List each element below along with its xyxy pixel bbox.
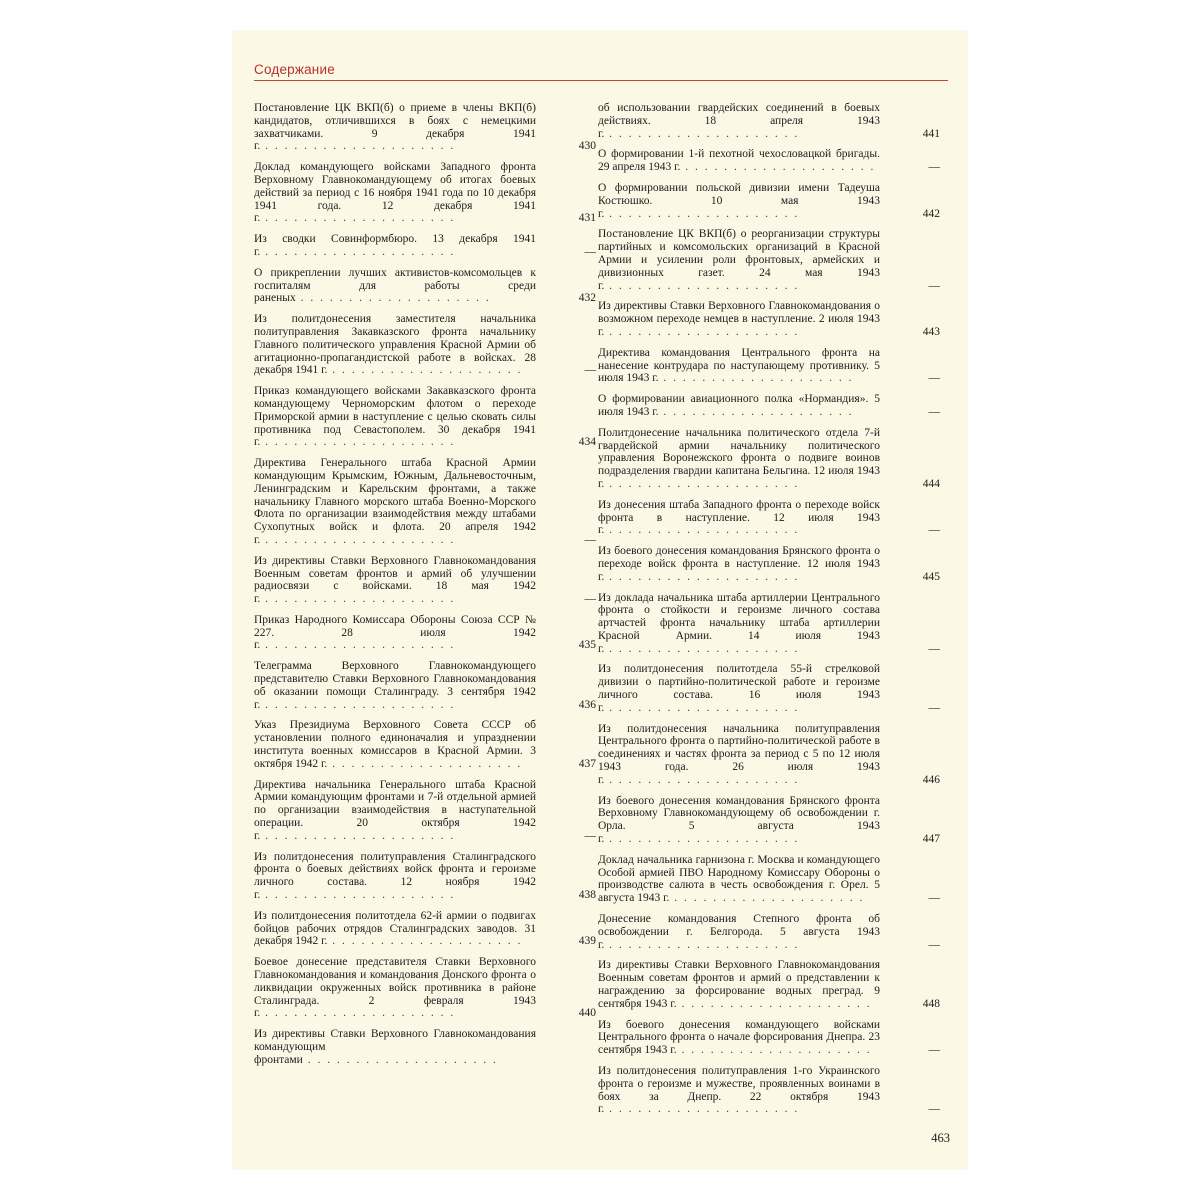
toc-entry-page: —	[584, 593, 596, 606]
toc-entry[interactable]	[598, 1065, 940, 1116]
toc-entry-page: —	[928, 279, 940, 292]
toc-entry-page: 443	[922, 325, 940, 338]
toc-entry-page: 447	[922, 833, 940, 846]
page-header-title: Содержание	[254, 62, 335, 77]
toc-entry-title: О формировании польской дивизии имени Тадеуша Костюшко. 10 мая 1943 г. . . .	[598, 182, 880, 220]
toc-entry[interactable]	[598, 499, 940, 537]
toc-entry-title: Директива Генерального штаба Красной Армии командующим Крымским, Южным, Дальневосточным, Ленинградским и Карельским фронтами, а также начальнику Главного морского штаба Военно-Морского Флота по организации взаимодействия между штабами Сухопутных войск и флота. 20 апреля 1942 г. . . .	[254, 457, 536, 547]
toc-entry-title: Телеграмма Верховного Главнокомандующего представителю Ставки Верховного Главнокомандования об оказании помощи Сталинграду. 3 сентября 1942 г. . . .	[254, 660, 536, 711]
toc-entry-page: —	[928, 642, 940, 655]
toc-entry[interactable]	[254, 851, 596, 902]
toc-entry-page: —	[928, 405, 940, 418]
toc-entry-title: Приказ командующего войсками Закавказского фронта командующему Черноморским флотом о переходе Приморской армии в наступление с целью сковать силы противника под Севастополем. 30 декабря 1941 г. . . .	[254, 385, 536, 449]
page-number: 463	[931, 1131, 950, 1145]
book-page	[232, 30, 968, 1170]
toc-entry[interactable]	[598, 347, 940, 385]
toc-entry[interactable]	[598, 545, 940, 583]
toc-entry[interactable]	[598, 913, 940, 951]
toc-entry-page: —	[584, 364, 596, 377]
toc-entry[interactable]	[254, 313, 596, 377]
toc-entry-title: О прикреплении лучших активистов-комсомольцев к госпиталям для работы среди раненых . . .	[254, 267, 536, 305]
toc-entry[interactable]	[598, 592, 940, 656]
toc-entry-title: Постановление ЦК ВКП(б) о приеме в члены ВКП(б) кандидатов, отличившихся в боях с немецкими захватчиками. 9 декабря 1941 г. . . .	[254, 102, 536, 153]
toc-entry-title: Из боевого донесения командования Брянского фронта Верховному Главнокомандующему об освобождении г. Орла. 5 августа 1943 г. . . .	[598, 795, 880, 846]
toc-entry[interactable]	[254, 267, 596, 305]
toc-entry-title: Директива командования Центрального фронта на нанесение контрудара по наступающему противнику. 5 июля 1943 г. . . .	[598, 347, 880, 385]
toc-entry-title: Из донесения штаба Западного фронта о переходе войск фронта в наступление. 12 июля 1943 г. . . .	[598, 499, 880, 537]
toc-entry-page: 435	[578, 639, 596, 652]
toc-entry-title: Указ Президиума Верховного Совета СССР об установлении полного единоначалия и упразднении института военных комиссаров в Красной Армии. 3 октября 1942 г. . . .	[254, 719, 536, 770]
toc-entry-title: Из директивы Ставки Верховного Главнокомандования о возможном переходе немцев в наступление. 2 июля 1943 г. . . .	[598, 300, 880, 338]
toc-entry-page: 445	[922, 570, 940, 583]
toc-entry[interactable]	[254, 161, 596, 225]
toc-entry-page: —	[928, 701, 940, 714]
toc-entry-page: 444	[922, 477, 940, 490]
toc-entry[interactable]	[254, 233, 596, 259]
header-divider	[254, 80, 948, 81]
toc-entry-title: О формировании авиационного полка «Нормандия». 5 июля 1943 г. . . .	[598, 393, 880, 419]
toc-right-column	[598, 102, 940, 1124]
toc-entry-page: 431	[578, 212, 596, 225]
toc-entry-page: 438	[578, 889, 596, 902]
toc-entry-title: Приказ Народного Комиссара Обороны Союза ССР № 227. 28 июля 1942 г. . . .	[254, 614, 536, 652]
toc-entry-page: 430	[578, 140, 596, 153]
toc-entry-page: 442	[922, 207, 940, 220]
toc-entry-title: Из политдонесения политуправления 1-го Украинского фронта о героизме и мужестве, проявленных воинами в боях за Днепр. 22 октября 1943 г. . . .	[598, 1065, 880, 1116]
toc-entry[interactable]	[254, 910, 596, 948]
toc-entry-title: Боевое донесение представителя Ставки Верховного Главнокомандования и командования Донского фронта о ликвидации окруженных войск противника в районе Сталинграда. 2 февраля 1943 г. . . .	[254, 956, 536, 1020]
toc-entry-title: Доклад начальника гарнизона г. Москва и командующего Особой армией ПВО Народному Комиссару Обороны о производстве салюта в честь освобождения г. Орел. 5 августа 1943 г. . . .	[598, 854, 880, 905]
toc-entry-title: Из политдонесения политотдела 62-й армии о подвигах бойцов рабочих отрядов Сталинградских заводов. 31 декабря 1942 г. . . .	[254, 910, 536, 948]
toc-entry[interactable]	[598, 427, 940, 491]
toc-entry[interactable]	[598, 795, 940, 846]
toc-entry[interactable]	[254, 779, 596, 843]
toc-entry-page: —	[928, 372, 940, 385]
toc-entry-title: Из доклада начальника штаба артиллерии Центрального фронта о стойкости и героизме личного состава артчастей фронта начальнику штаба артиллерии Красной Армии. 14 июля 1943 г. . . .	[598, 592, 880, 656]
toc-entry-page: —	[928, 1044, 940, 1057]
toc-entry-title: Доклад командующего войсками Западного фронта Верховному Главнокомандующему об итогах боевых действий за период с 16 ноября 1941 года по 10 декабря 1941 года. 12 декабря 1941 г. . . .	[254, 161, 536, 225]
toc-entry[interactable]	[254, 1028, 596, 1066]
toc-entry-page: —	[928, 161, 940, 174]
toc-entry-title: Донесение командования Степного фронта об освобождении г. Белгорода. 5 августа 1943 г. . . .	[598, 913, 880, 951]
toc-entry[interactable]	[598, 182, 940, 220]
toc-entry[interactable]	[254, 102, 596, 153]
toc-entry-title: Из политдонесения политотдела 55-й стрелковой дивизии о партийно-политической работе и героизме личного состава. 16 июля 1943 г. . . .	[598, 663, 880, 714]
toc-entry-title: Из сводки Совинформбюро. 13 декабря 1941 г. . . .	[254, 233, 536, 259]
toc-entry[interactable]	[598, 959, 940, 1010]
toc-entry-title: Директива начальника Генерального штаба Красной Армии командующим фронтами и 7-й отдельной армией по организации взаимодействия в наступательной операции. 20 октября 1942 г. . . .	[254, 779, 536, 843]
toc-entry-page: —	[584, 245, 596, 258]
toc-entry-page: 434	[578, 436, 596, 449]
toc-entry[interactable]	[598, 854, 940, 905]
toc-entry-page: 437	[578, 757, 596, 770]
toc-entry-page: 446	[922, 773, 940, 786]
toc-entry-page: 441	[922, 127, 940, 140]
toc-entry-page: —	[928, 524, 940, 537]
toc-entry-title: Из директивы Ставки Верховного Главнокомандования командующим фронтами . . .	[254, 1028, 536, 1066]
toc-entry[interactable]	[598, 228, 940, 292]
toc-entry-page: 436	[578, 698, 596, 711]
toc-entry-page: 448	[922, 997, 940, 1010]
toc-entry[interactable]	[254, 660, 596, 711]
toc-entry[interactable]	[254, 956, 596, 1020]
toc-entry-title: О формировании 1-й пехотной чехословацкой бригады. 29 апреля 1943 г. . . .	[598, 148, 880, 174]
toc-entry[interactable]	[598, 663, 940, 714]
toc-entry-title: Из политдонесения заместителя начальника политуправления Закавказского фронта начальнику Главного политического управления Красной Армии об агитационно-пропагандистской работе в войсках. 28 декабря 1941 г. . . .	[254, 313, 536, 377]
toc-entry-title: об использовании гвардейских соединений в боевых действиях. 18 апреля 1943 г. . . .	[598, 102, 880, 140]
toc-entry[interactable]	[254, 457, 596, 547]
toc-entry[interactable]	[598, 148, 940, 174]
toc-entry[interactable]	[598, 102, 940, 140]
toc-entry[interactable]	[598, 393, 940, 419]
toc-entry-title: Из боевого донесения командующего войсками Центрального фронта о начале форсирования Днепра. 23 сентября 1943 г. . . .	[598, 1019, 880, 1057]
toc-entry[interactable]	[254, 614, 596, 652]
toc-entry[interactable]	[254, 719, 596, 770]
toc-entry[interactable]	[598, 300, 940, 338]
toc-entry-title: Из политдонесения политуправления Сталинградского фронта о боевых действиях войск фронта и героизме личного состава. 12 ноября 1942 г. . . .	[254, 851, 536, 902]
toc-entry[interactable]	[598, 1019, 940, 1057]
toc-entry-title: Из директивы Ставки Верховного Главнокомандования Военным советам фронтов и армий о представлении к награждению за форсирование водных преград. 9 сентября 1943 г. . . .	[598, 959, 880, 1010]
toc-entry-title: Постановление ЦК ВКП(б) о реорганизации структуры партийных и комсомольских организаций в Красной Армии и усилении роли фронтовых, армейских и дивизионных газет. 24 мая 1943 г. . . .	[598, 228, 880, 292]
toc-entry-title: Из директивы Ставки Верховного Главнокомандования Военным советам фронтов и армий об улучшении радиосвязи с войсками. 18 мая 1942 г. . . .	[254, 555, 536, 606]
toc-entry-page: —	[928, 892, 940, 905]
toc-entry-page: 439	[578, 935, 596, 948]
toc-entry-title: Политдонесение начальника политического отдела 7-й гвардейской армии начальнику политического управления Воронежского фронта о подвиге воинов подразделения гвардии капитана Бельгина. 12 июля 1943 г. . . .	[598, 427, 880, 491]
toc-entry-page: —	[928, 1103, 940, 1116]
toc-entry-title: Из политдонесения начальника политуправления Центрального фронта о партийно-политической работе в соединениях и частях фронта за период с 5 по 12 июля 1943 года. 26 июля 1943 г. . . .	[598, 723, 880, 787]
toc-entry-page: 440	[578, 1007, 596, 1020]
toc-left-column	[254, 102, 596, 1075]
toc-entry-page: —	[928, 938, 940, 951]
toc-entry-page: —	[584, 829, 596, 842]
toc-entry-title: Из боевого донесения командования Брянского фронта о переходе войск фронта в наступление. 12 июля 1943 г. . . .	[598, 545, 880, 583]
toc-entry-page: —	[584, 533, 596, 546]
toc-entry-page: 432	[578, 292, 596, 305]
toc-entry[interactable]	[254, 555, 596, 606]
toc-entry[interactable]	[254, 385, 596, 449]
toc-entry[interactable]	[598, 723, 940, 787]
